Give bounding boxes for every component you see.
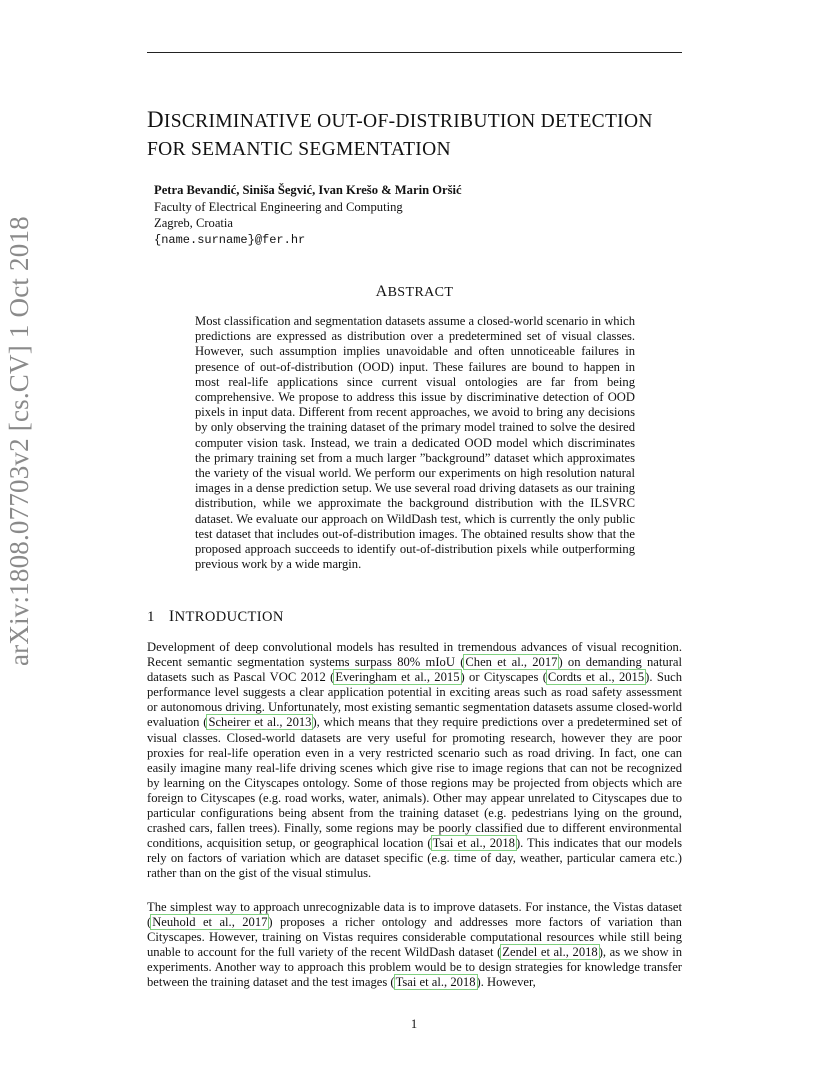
top-rule bbox=[147, 52, 682, 53]
text-run: The simplest way to approach unrecognizable data is to improve datasets. For instance, the Vistas dataset ( bbox=[147, 900, 682, 930]
intro-paragraph-2 bbox=[147, 900, 682, 991]
title-cap: D bbox=[147, 107, 164, 132]
text-run: ). Such performance level suggests a clear application potential in exciting areas such as road safety assessment or autonomous driving. Unfortunately, most existing semantic segmentation datasets assume closed-world evaluation ( bbox=[147, 670, 683, 730]
abstract-heading bbox=[147, 283, 682, 301]
abstract-heading-rest: BSTRACT bbox=[387, 285, 454, 300]
title-rest: ISCRIMINATIVE OUT-OF-DISTRIBUTION DETECTION bbox=[163, 111, 653, 132]
citation-link[interactable]: Neuhold et al., 2017 bbox=[152, 915, 268, 930]
abstract-heading-cap: A bbox=[375, 283, 388, 300]
section-heading-introduction bbox=[147, 608, 284, 626]
citation-link[interactable]: Tsai et al., 2018 bbox=[395, 975, 476, 990]
page-number: 1 bbox=[410, 1017, 418, 1031]
text-run: ) or Cityscapes ( bbox=[460, 670, 547, 685]
text-run: ), as we show in experiments. Another way to approach this problem would be to design strategies for knowledge transfer between the training dataset and the test images ( bbox=[147, 945, 682, 990]
citation-link[interactable]: Chen et al., 2017 bbox=[465, 655, 558, 670]
text-run: Development of deep convolutional models has resulted in tremendous advances of visual recognition. Recent semantic segmentation systems surpass 80% mIoU ( bbox=[147, 640, 682, 670]
paper-title bbox=[147, 106, 707, 164]
citation-link[interactable]: Scheirer et al., 2013 bbox=[208, 715, 312, 730]
text-run: ). This indicates that our models rely on factors of variation which are dataset specific (e.g. time of day, weather, particular camera etc.) rather than on the gist of the visual stimulus. bbox=[147, 836, 683, 881]
text-run: ) on demanding natural datasets such as Pascal VOC 2012 ( bbox=[147, 655, 682, 685]
author-block bbox=[154, 182, 462, 248]
section-heading-rest: NTRODUCTION bbox=[174, 609, 284, 625]
title-line-1 bbox=[147, 106, 707, 136]
author-names: Petra Bevandić, Siniša Šegvić, Ivan Krešo & Marin Oršić bbox=[154, 183, 462, 197]
abstract-text: Most classification and segmentation datasets assume a closed-world scenario in which predictions are expressed as distribution over a predetermined set of visual classes. However, such assumption implies unavoidable and often unnoticeable failures in presence of out-of-distribution (OOD) input. These failures are bound to happen in most real-life applications since current visual ontologies are far from being comprehensive. We propose to address this issue by discriminative detection of OOD pixels in input data. Different from recent approaches, we avoid to bring any decisions by only observing the training dataset of the primary model trained to solve the desired computer vision task. Instead, we train a dedicated OOD model which discriminates the primary training set from a much larger ”background” dataset which approximates the variety of the visual world. We perform our experiments on high resolution natural images in a dense prediction setup. We use several road driving datasets as our training distribution, while we approximate the background distribution with the ILSVRC dataset. We evaluate our approach on WildDash test, which is currently the only public test dataset that includes out-of-distribution images. The obtained results show that the proposed approach succeeds to identify out-of-distribution pixels while outperforming previous work by a wide margin. bbox=[195, 314, 635, 572]
author-email: {name.surname}@fer.hr bbox=[154, 232, 306, 247]
text-run: ), which means that they require predictions over a predetermined set of visual classes. Closed-world datasets are very useful for promoting research, however they are poor proxies for real-life operation even in a very restricted scenario such as road driving. In fact, one can easily imagine many real-life driving scenes which give rise to image regions that can not be recognized by learning on the Cityscapes ontology. Some of those regions may be projected from objects which are foreign to Cityscapes (e.g. road works, water, animals). Other may appear unrelated to Cityscapes due to particular configurations being absent from the training dataset (e.g. pedestrians lying on the ground, crashed cars, fallen trees). Finally, some regions may be poorly classified due to different environmental conditions, acquisition setup, or geographical location ( bbox=[147, 715, 682, 851]
intro-paragraph-1 bbox=[147, 640, 682, 882]
text-run: ). However, bbox=[476, 975, 536, 990]
citation-link[interactable]: Cordts et al., 2015 bbox=[547, 670, 645, 685]
text-run: ) proposes a richer ontology and addresses more factors of variation than Cityscapes. However, training on Vistas requires considerable computational resources while still being unable to account for the full variety of the recent WildDash dataset ( bbox=[147, 915, 682, 960]
citation-link[interactable]: Tsai et al., 2018 bbox=[432, 836, 515, 851]
author-location: Zagreb, Croatia bbox=[154, 216, 234, 230]
title-line-2: FOR SEMANTIC SEGMENTATION bbox=[147, 139, 451, 160]
section-heading-cap: I bbox=[168, 608, 175, 625]
section-number: 1 bbox=[147, 609, 155, 625]
arxiv-identifier: arXiv:1808.07703v2 [cs.CV] 1 Oct 2018 bbox=[4, 216, 34, 666]
citation-link[interactable]: Everingham et al., 2015 bbox=[335, 670, 460, 685]
author-affiliation: Faculty of Electrical Engineering and Computing bbox=[154, 199, 403, 214]
citation-link[interactable]: Zendel et al., 2018 bbox=[502, 945, 598, 960]
